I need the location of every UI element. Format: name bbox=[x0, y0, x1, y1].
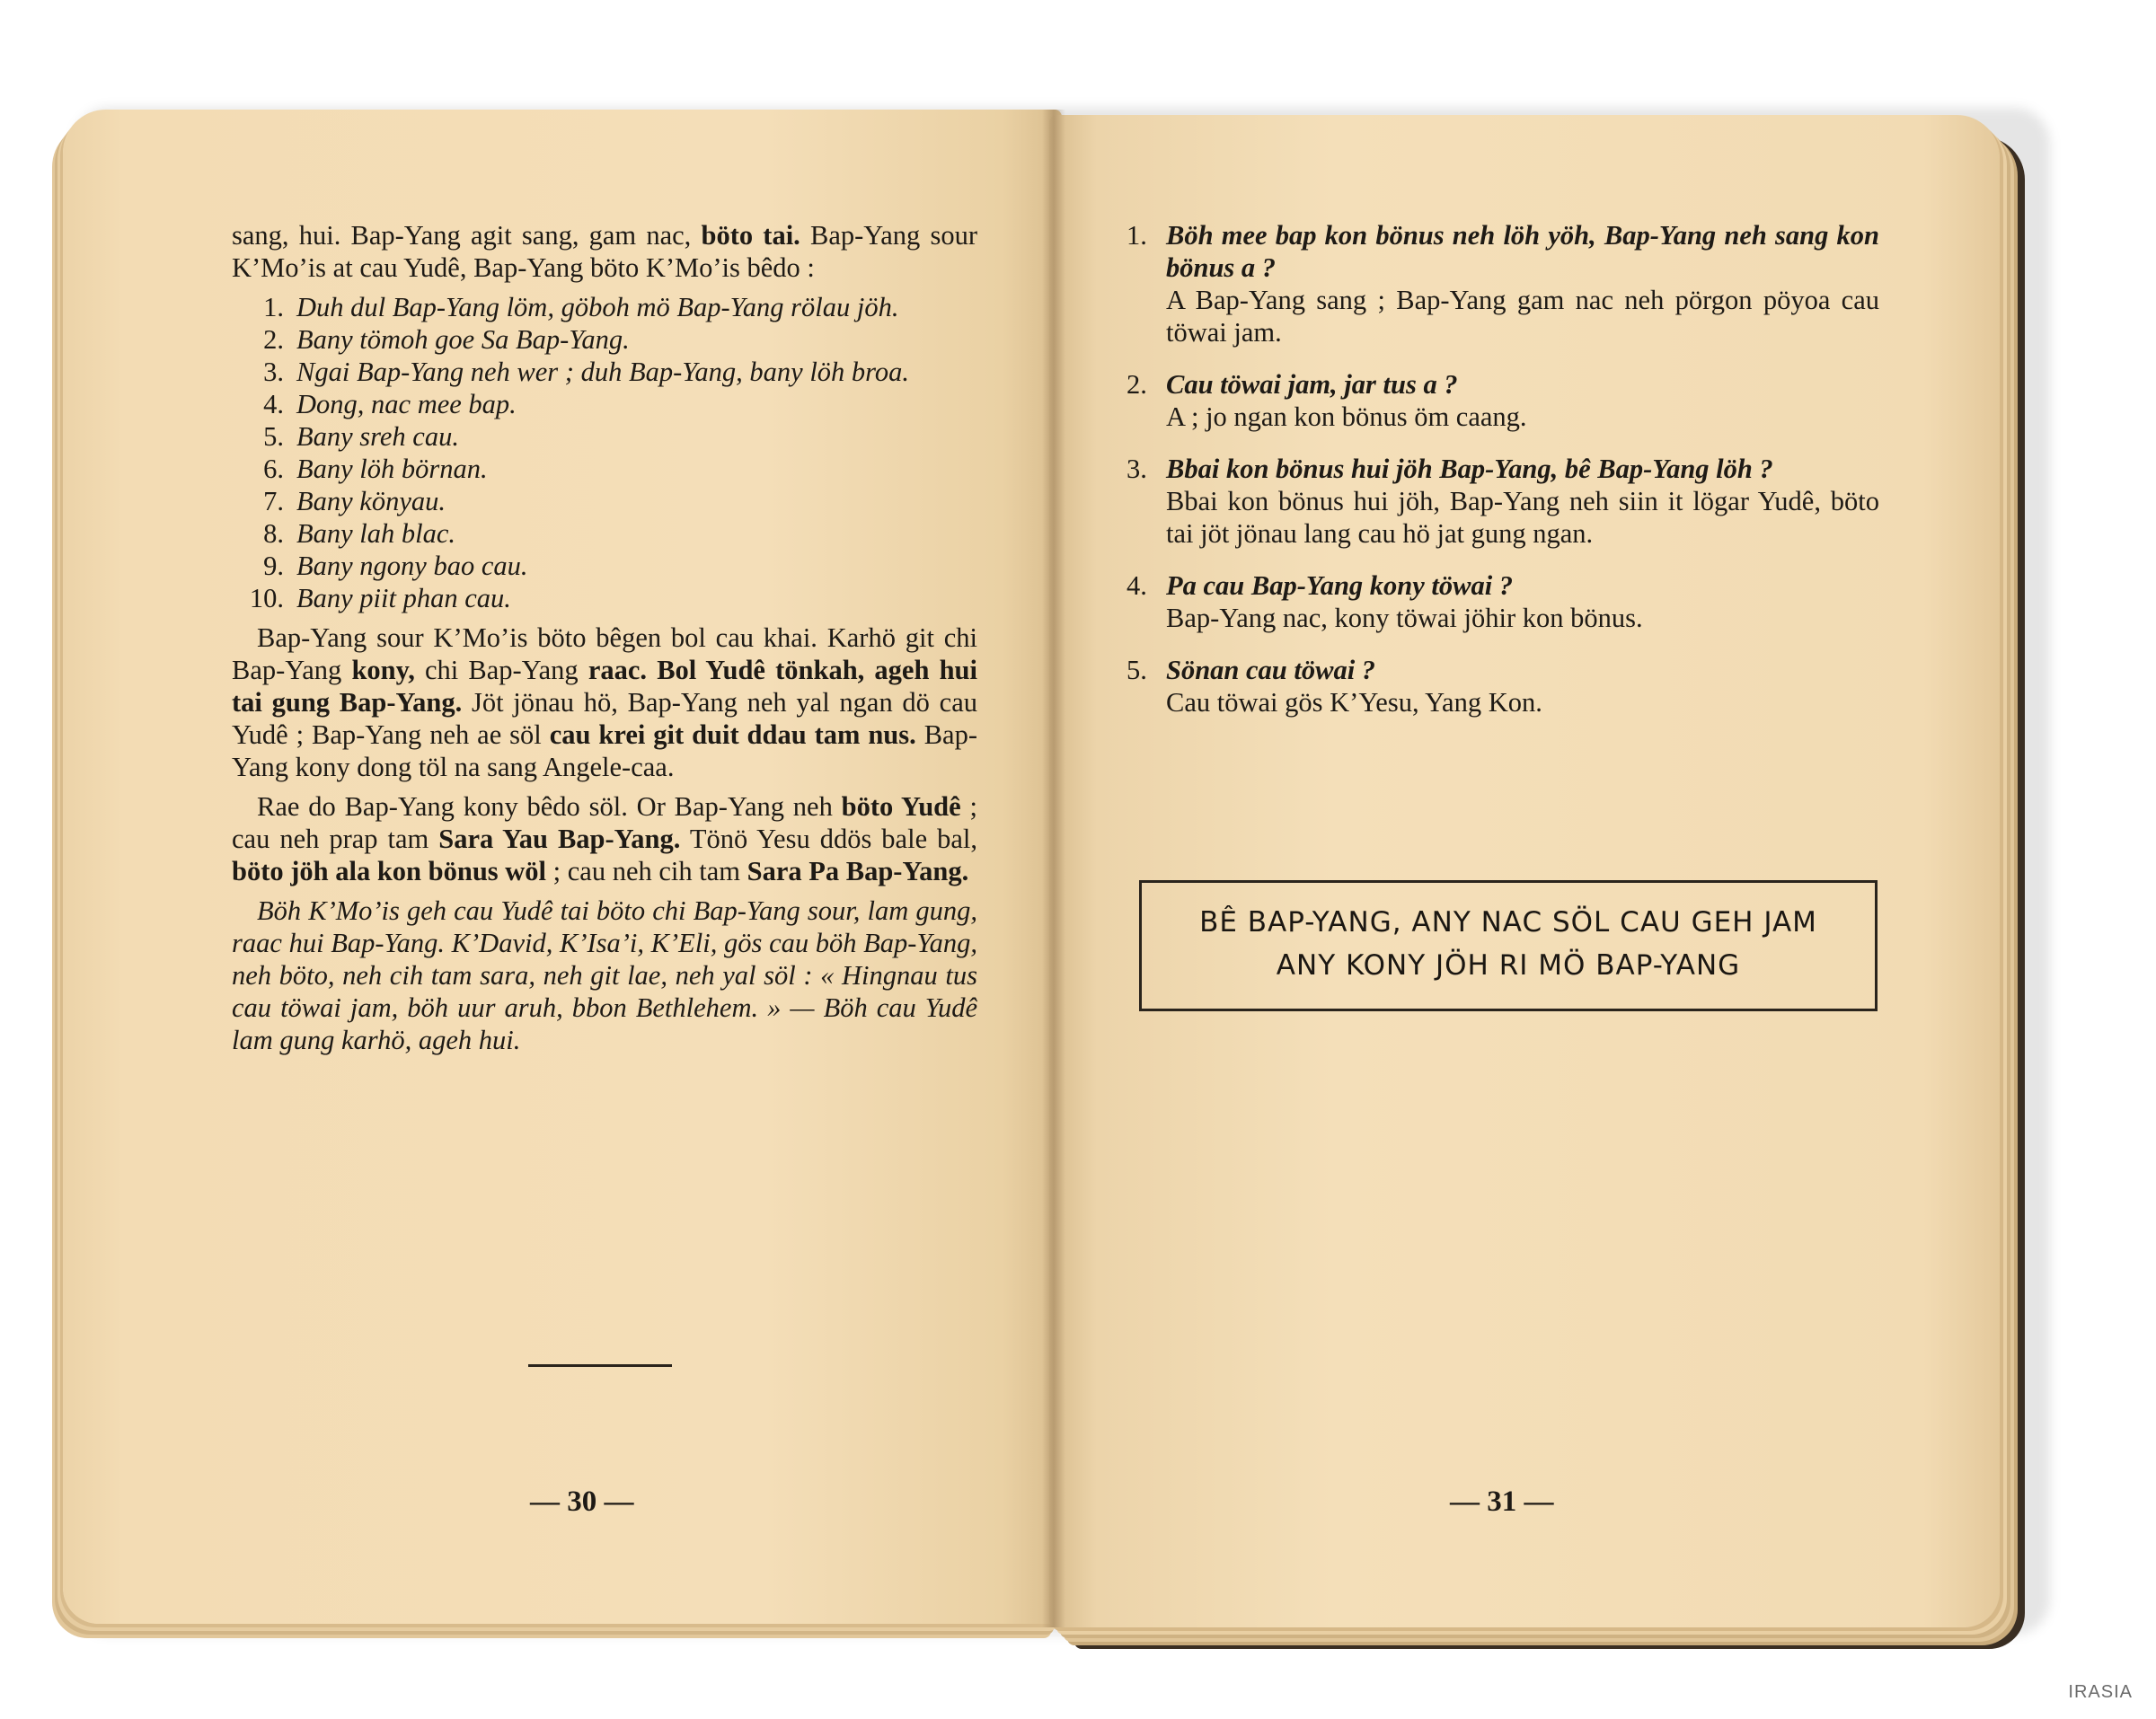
text-run: ; cau neh cih tam bbox=[546, 856, 747, 886]
list-item bbox=[232, 453, 977, 485]
question-number: 3. bbox=[1127, 454, 1147, 484]
answer-text: Bbai kon bönus hui jöh, Bap-Yang neh siin it lögar Yudê, böto tai jöt jönau lang cau hö jat gung ngan. bbox=[1166, 486, 1879, 549]
answer-text: Cau töwai gös K’Yesu, Yang Kon. bbox=[1166, 687, 1542, 718]
question-text: Böh mee bap kon bönus neh löh yöh, Bap-Yang neh sang kon bönus a ? bbox=[1166, 220, 1879, 283]
question-number: 5. bbox=[1127, 655, 1147, 685]
page-number-left: — 30 — bbox=[530, 1485, 634, 1518]
right-page-text bbox=[1127, 219, 1879, 738]
list-item bbox=[232, 356, 977, 388]
text-run: Sara Pa Bap-Yang. bbox=[747, 856, 969, 886]
list-text: Bany tömoh goe Sa Bap-Yang. bbox=[296, 324, 630, 355]
question bbox=[1127, 569, 1879, 602]
text-run: cau krei git duit ddau tam nus. bbox=[549, 719, 916, 750]
question-number: 4. bbox=[1127, 570, 1147, 601]
text-run: kony, bbox=[351, 655, 415, 685]
question bbox=[1127, 219, 1879, 284]
question-text: Sönan cau töwai ? bbox=[1166, 655, 1376, 685]
answer-text: Bap-Yang nac, kony töwai jöhir kon bönus. bbox=[1166, 603, 1643, 633]
list-item bbox=[232, 485, 977, 517]
text-run: Tönö Yesu ddös bale bal, bbox=[680, 824, 977, 854]
list-item bbox=[232, 388, 977, 420]
text-run: Bap-Yang kony dong töl na sang Angele-caa. bbox=[232, 719, 977, 782]
list-item bbox=[232, 550, 977, 582]
list-number: 9. bbox=[263, 551, 284, 581]
page-number-right: — 31 — bbox=[1450, 1485, 1554, 1518]
answer-text: A ; jo ngan kon bönus öm caang. bbox=[1166, 401, 1527, 432]
list-item bbox=[232, 517, 977, 550]
qa-item bbox=[1127, 219, 1879, 348]
list-number: 6. bbox=[263, 454, 284, 484]
list-item bbox=[232, 291, 977, 323]
paragraph-2 bbox=[232, 790, 977, 887]
question bbox=[1127, 453, 1879, 485]
text-run: Rae do Bap-Yang kony bêdo söl. Or Bap-Yang neh bbox=[257, 791, 842, 822]
question-number: 2. bbox=[1127, 369, 1147, 400]
list-text: Bany piit phan cau. bbox=[296, 583, 511, 613]
text-run: böto Yudê bbox=[841, 791, 961, 822]
commandments-list bbox=[232, 291, 977, 614]
text-run: Jöt jönau hö, Bap-Yang neh yal ngan dö cau Yudê ; Bap-Yang neh ae söl bbox=[232, 687, 977, 750]
list-item bbox=[232, 323, 977, 356]
list-text: Ngai Bap-Yang neh wer ; duh Bap-Yang, bany löh broa. bbox=[296, 357, 910, 387]
list-text: Bany ngony bao cau. bbox=[296, 551, 528, 581]
list-text: Bany könyau. bbox=[296, 486, 446, 516]
callout-box bbox=[1139, 880, 1878, 1011]
list-text: Bany sreh cau. bbox=[296, 421, 459, 452]
list-number: 5. bbox=[263, 421, 284, 452]
text-run: raac. Bol Yudê tönkah, ageh hui tai gung Bap-Yang. bbox=[232, 655, 977, 718]
text-run: ; cau neh prap tam bbox=[232, 791, 977, 854]
list-text: Bany lah blac. bbox=[296, 518, 456, 549]
list-text: Duh dul Bap-Yang löm, göboh mö Bap-Yang rölau jöh. bbox=[296, 292, 899, 322]
watermark: IRASIA bbox=[2068, 1682, 2133, 1702]
text-run: chi Bap-Yang bbox=[414, 655, 588, 685]
question-number: 1. bbox=[1127, 220, 1147, 251]
text-run: böto jöh ala kon bönus wöl bbox=[232, 856, 547, 886]
list-number: 7. bbox=[263, 486, 284, 516]
list-number: 3. bbox=[263, 357, 284, 387]
answer-text: A Bap-Yang sang ; Bap-Yang gam nac neh pörgon pöyoa cau töwai jam. bbox=[1166, 285, 1879, 348]
list-item bbox=[232, 582, 977, 614]
callout-line-2: ANY KONY JÖH RI MÖ BAP-YANG bbox=[1276, 949, 1741, 982]
list-text: Dong, nac mee bap. bbox=[296, 389, 517, 419]
question bbox=[1127, 654, 1879, 686]
callout-line-1: BÊ BAP-YANG, ANY NAC SÖL CAU GEH JAM bbox=[1199, 906, 1817, 939]
left-page-text bbox=[232, 219, 977, 1063]
qa-item bbox=[1127, 654, 1879, 718]
list-number: 2. bbox=[263, 324, 284, 355]
list-number: 8. bbox=[263, 518, 284, 549]
list-text: Bany löh börnan. bbox=[296, 454, 488, 484]
paragraph-1 bbox=[232, 621, 977, 783]
text-run: böto tai. bbox=[701, 220, 800, 251]
list-number: 4. bbox=[263, 389, 284, 419]
text-run: Bap-Yang sour K’Mo’is böto bêgen bol cau khai. Karhö git chi Bap-Yang bbox=[232, 622, 977, 685]
list-number: 1. bbox=[263, 292, 284, 322]
book-gutter bbox=[1042, 110, 1065, 1627]
paragraph-3: Böh K’Mo’is geh cau Yudê tai böto chi Bap-Yang sour, lam gung, raac hui Bap-Yang. K’David, K’Isa’i, K’Eli, gös cau böh Bap-Yang, neh böto, neh cih tam sara, neh git lae, neh yal söl : « Hingnau tus cau töwai jam, böh uur aruh, bbon Bethlehem. » — Böh cau Yudê lam gung karhö, ageh hui. bbox=[232, 895, 977, 1055]
section-rule bbox=[528, 1364, 672, 1367]
question-text: Bbai kon bönus hui jöh Bap-Yang, bê Bap-Yang löh ? bbox=[1166, 454, 1773, 484]
qa-item bbox=[1127, 368, 1879, 433]
list-number: 10. bbox=[249, 583, 284, 613]
qa-item bbox=[1127, 569, 1879, 634]
qa-item bbox=[1127, 453, 1879, 550]
text-run: Bap-Yang sour K’Mo’is at cau Yudê, Bap-Yang böto K’Mo’is bêdo : bbox=[232, 220, 978, 283]
text-run: Sara Yau Bap-Yang. bbox=[438, 824, 681, 854]
intro-paragraph bbox=[232, 219, 977, 284]
list-item bbox=[232, 420, 977, 453]
question-text: Cau töwai jam, jar tus a ? bbox=[1166, 369, 1458, 400]
question-text: Pa cau Bap-Yang kony töwai ? bbox=[1166, 570, 1514, 601]
text-run: sang, hui. Bap-Yang agit sang, gam nac, bbox=[232, 220, 702, 251]
question bbox=[1127, 368, 1879, 401]
